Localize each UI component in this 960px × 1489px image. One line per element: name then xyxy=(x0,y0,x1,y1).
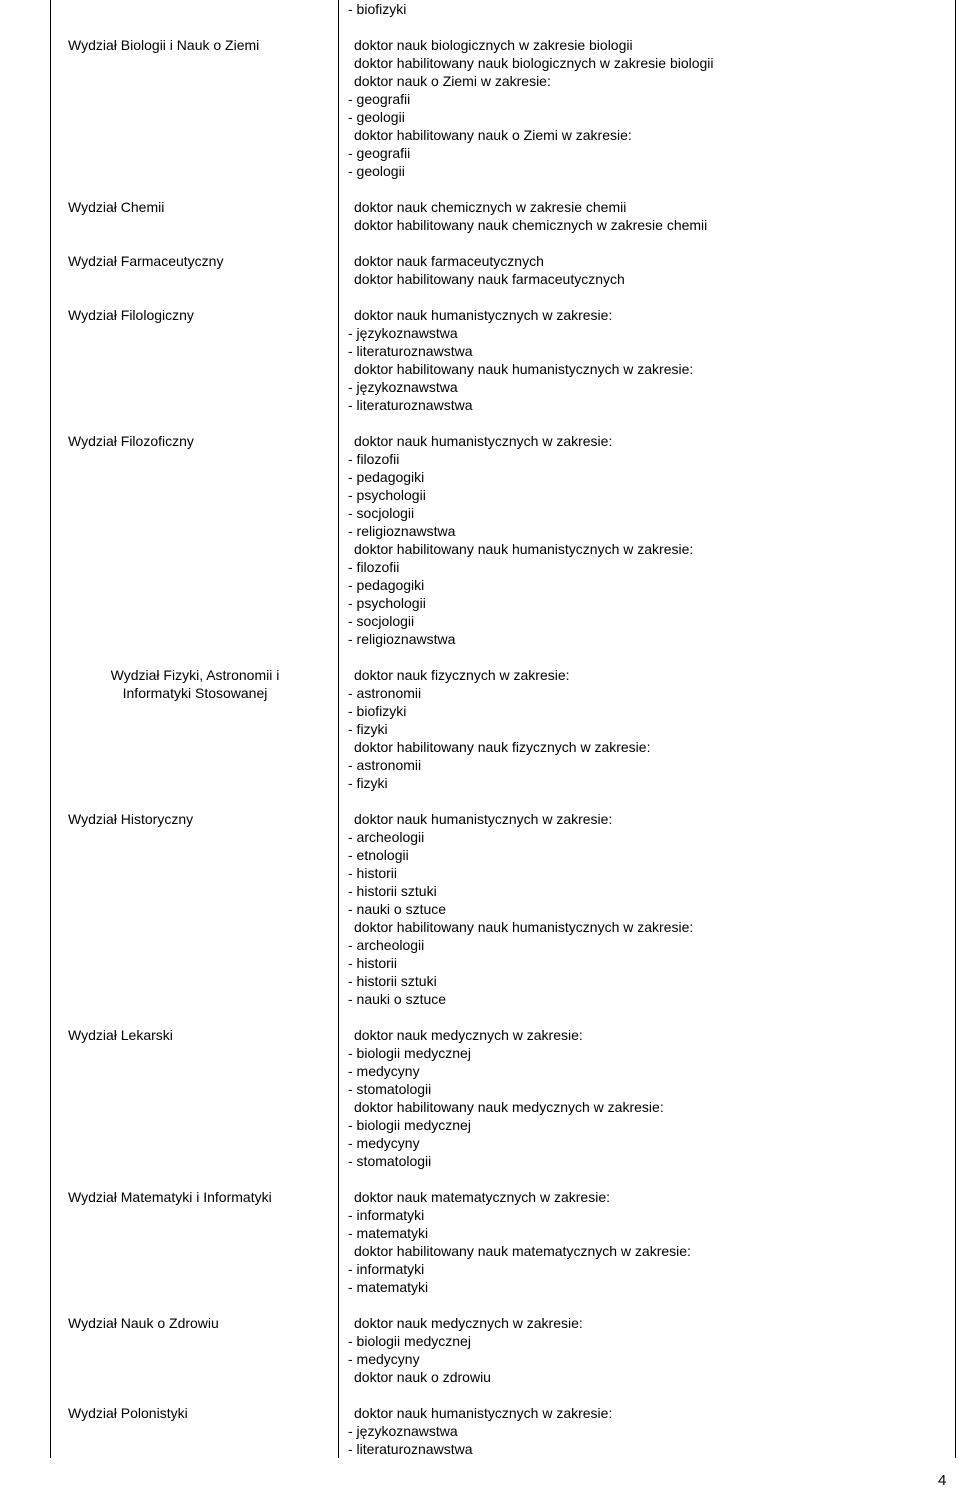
degree-line: doktor nauk chemicznych w zakresie chemii xyxy=(354,199,627,215)
degree-line: doktor habilitowany nauk biologicznych w zakresie biologii xyxy=(354,55,714,71)
discipline-item: - biologii medycznej xyxy=(348,1333,471,1349)
degree-line: doktor habilitowany nauk chemicznych w zakresie chemii xyxy=(354,217,708,233)
discipline-item: - medycyny xyxy=(348,1063,420,1079)
discipline-item: - historii sztuki xyxy=(348,883,437,899)
table-border-left xyxy=(50,0,51,1458)
discipline-item: - medycyny xyxy=(348,1135,420,1151)
degree-line: doktor nauk fizycznych w zakresie: xyxy=(354,667,570,683)
discipline-item: - językoznawstwa xyxy=(348,1423,458,1439)
degree-line: doktor nauk farmaceutycznych xyxy=(354,253,544,269)
discipline-item: - socjologii xyxy=(348,613,415,629)
discipline-item: - archeologii xyxy=(348,829,425,845)
discipline-item: - historii xyxy=(348,955,398,971)
discipline-item: - filozofii xyxy=(348,559,400,575)
discipline-item: - nauki o sztuce xyxy=(348,901,447,917)
faculty-name: Wydział Fizyki, Astronomii i Informatyki Stosowanej xyxy=(110,667,280,701)
page-number: 4 xyxy=(938,1472,947,1489)
discipline-item: - stomatologii xyxy=(348,1153,432,1169)
discipline-item: - historii sztuki xyxy=(348,973,437,989)
faculty-name: Wydział Historyczny xyxy=(68,811,194,827)
discipline-item: - literaturoznawstwa xyxy=(348,397,473,413)
degree-line: doktor nauk humanistycznych w zakresie: xyxy=(354,307,613,323)
degree-line: doktor habilitowany nauk humanistycznych w zakresie: xyxy=(354,361,694,377)
degree-line: doktor habilitowany nauk fizycznych w zakresie: xyxy=(354,739,651,755)
discipline-item: - psychologii xyxy=(348,487,426,503)
discipline-item: - językoznawstwa xyxy=(348,379,458,395)
degree-line: doktor habilitowany nauk humanistycznych w zakresie: xyxy=(354,541,694,557)
discipline-item: - pedagogiki xyxy=(348,577,425,593)
discipline-item: - religioznawstwa xyxy=(348,631,456,647)
discipline-item: - fizyki xyxy=(348,775,388,791)
discipline-item: - biofizyki xyxy=(348,703,407,719)
degree-line: doktor nauk matematycznych w zakresie: xyxy=(354,1189,610,1205)
degree-line: doktor nauk o Ziemi w zakresie: xyxy=(354,73,551,89)
discipline-item: - pedagogiki xyxy=(348,469,425,485)
discipline-item: - psychologii xyxy=(348,595,426,611)
discipline-item: - językoznawstwa xyxy=(348,325,458,341)
discipline-item: - religioznawstwa xyxy=(348,523,456,539)
discipline-item: - medycyny xyxy=(348,1351,420,1367)
faculty-name: Wydział Lekarski xyxy=(68,1027,173,1043)
discipline-item: - informatyki xyxy=(348,1207,425,1223)
discipline-item: - archeologii xyxy=(348,937,425,953)
discipline-item: - filozofii xyxy=(348,451,400,467)
continued-line: - biofizyki xyxy=(348,1,407,17)
degree-line: doktor habilitowany nauk medycznych w zakresie: xyxy=(354,1099,664,1115)
discipline-item: - biologii medycznej xyxy=(348,1117,471,1133)
degree-line: doktor habilitowany nauk farmaceutycznych xyxy=(354,271,625,287)
discipline-item: - geografii xyxy=(348,91,411,107)
discipline-item: - nauki o sztuce xyxy=(348,991,447,1007)
degree-line: doktor nauk humanistycznych w zakresie: xyxy=(354,1405,613,1421)
discipline-item: - astronomii xyxy=(348,685,422,701)
discipline-item: - geologii xyxy=(348,163,405,179)
degree-line: doktor habilitowany nauk o Ziemi w zakresie: xyxy=(354,127,632,143)
degree-line: doktor habilitowany nauk matematycznych w zakresie: xyxy=(354,1243,691,1259)
discipline-item: - fizyki xyxy=(348,721,388,737)
discipline-item: - literaturoznawstwa xyxy=(348,343,473,359)
discipline-item: - stomatologii xyxy=(348,1081,432,1097)
table-border-middle xyxy=(338,0,339,1458)
degree-line: doktor habilitowany nauk humanistycznych w zakresie: xyxy=(354,919,694,935)
discipline-item: - etnologii xyxy=(348,847,409,863)
degree-line: doktor nauk humanistycznych w zakresie: xyxy=(354,433,613,449)
discipline-item: - socjologii xyxy=(348,505,415,521)
faculty-name: Wydział Filozoficzny xyxy=(68,433,194,449)
table-border-right xyxy=(955,0,956,1458)
discipline-item: - astronomii xyxy=(348,757,422,773)
discipline-item: - geografii xyxy=(348,145,411,161)
faculty-name: Wydział Biologii i Nauk o Ziemi xyxy=(68,37,260,53)
degree-line: doktor nauk o zdrowiu xyxy=(354,1369,491,1385)
discipline-item: - informatyki xyxy=(348,1261,425,1277)
discipline-item: - geologii xyxy=(348,109,405,125)
faculty-name: Wydział Matematyki i Informatyki xyxy=(68,1189,272,1205)
discipline-item: - matematyki xyxy=(348,1279,429,1295)
discipline-item: - historii xyxy=(348,865,398,881)
degree-line: doktor nauk medycznych w zakresie: xyxy=(354,1027,583,1043)
discipline-item: - literaturoznawstwa xyxy=(348,1441,473,1457)
faculty-name: Wydział Nauk o Zdrowiu xyxy=(68,1315,219,1331)
degree-line: doktor nauk biologicznych w zakresie biologii xyxy=(354,37,633,53)
faculty-name: Wydział Chemii xyxy=(68,199,165,215)
faculty-name: Wydział Farmaceutyczny xyxy=(68,253,224,269)
discipline-item: - biologii medycznej xyxy=(348,1045,471,1061)
degree-line: doktor nauk medycznych w zakresie: xyxy=(354,1315,583,1331)
faculty-name: Wydział Filologiczny xyxy=(68,307,194,323)
discipline-item: - matematyki xyxy=(348,1225,429,1241)
faculty-name: Wydział Polonistyki xyxy=(68,1405,188,1421)
degree-line: doktor nauk humanistycznych w zakresie: xyxy=(354,811,613,827)
